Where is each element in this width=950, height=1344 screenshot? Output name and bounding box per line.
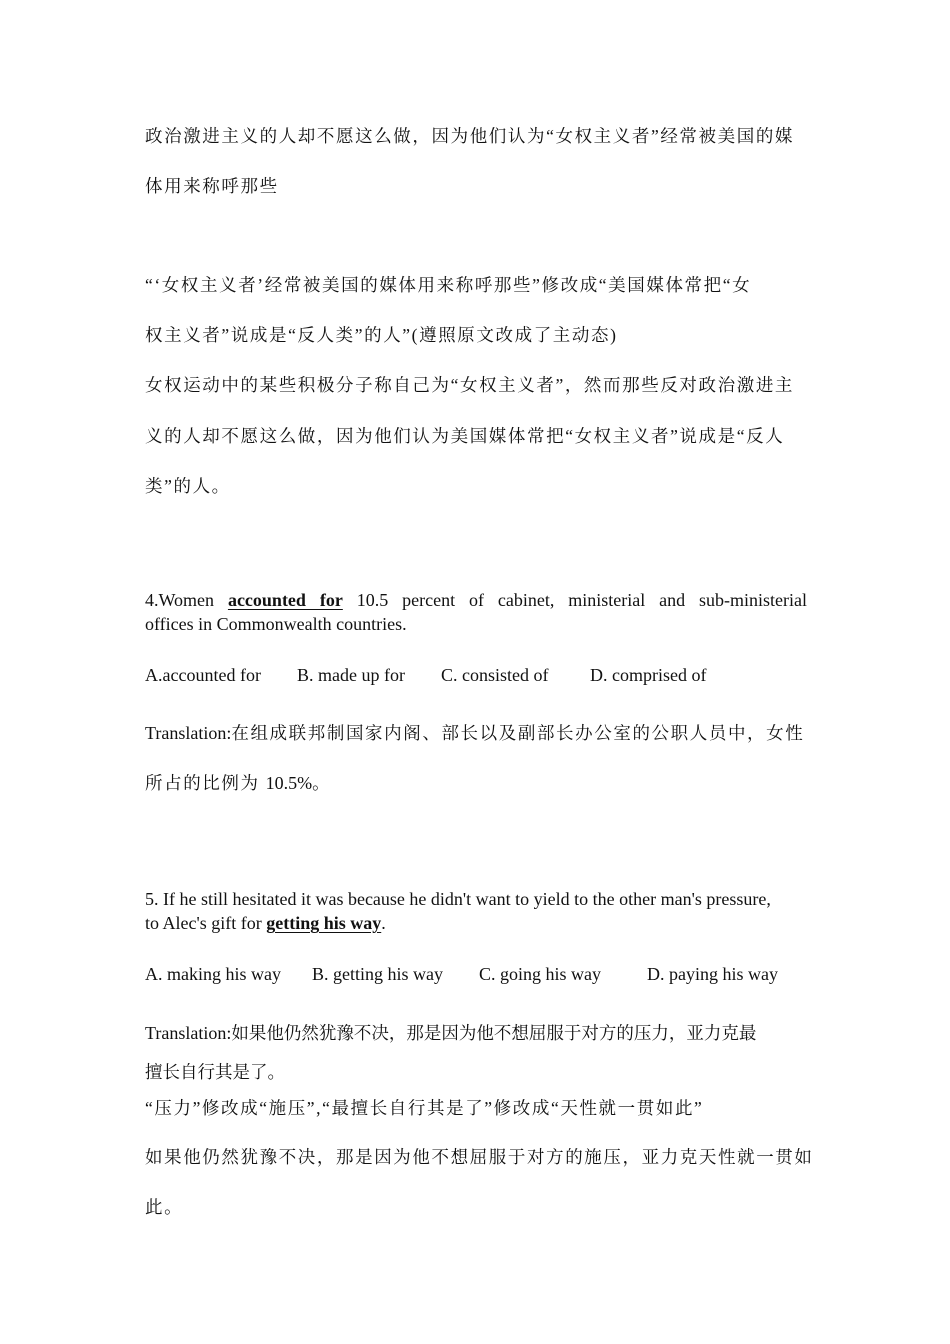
question-5-options <box>145 962 778 986</box>
revised-translation-line: 女权运动中的某些积极分子称自己为“女权主义者”，然而那些反对政治激进主 <box>145 375 795 395</box>
question-4-options <box>145 663 706 687</box>
question-5-translation-line: 擅长自行其是了。 <box>145 1062 285 1082</box>
option-a: A. making his way <box>145 964 281 984</box>
option-d: D. comprised of <box>590 665 707 685</box>
question-5-sentence: 5. If he still hesitated it was because he didn't want to yield to the other man's pressure, <box>145 889 771 909</box>
revision-note-line: “压力”修改成“施压”,“最擅长自行其是了”修改成“天性就一贯如此” <box>145 1098 704 1118</box>
question-4-keyword: accounted for <box>227 590 343 610</box>
revised-translation-line: 如果他仍然犹豫不决，那是因为他不想屈服于对方的施压，亚力克天性就一贯如 <box>145 1147 814 1167</box>
revised-translation-line: 义的人却不愿这么做，因为他们认为美国媒体常把“女权主义者”说成是“反人 <box>145 426 785 446</box>
option-a: A.accounted for <box>145 665 261 685</box>
revised-translation-line: 此。 <box>145 1197 184 1217</box>
revision-note-line: “‘女权主义者’经常被美国的媒体用来称呼那些”修改成“美国媒体常把“女 <box>145 275 752 295</box>
question-4-translation-line: 所占的比例为 10.5%。 <box>145 773 332 793</box>
question-4-translation: Translation:在组成联邦制国家内阁、部长以及副部长办公室的公职人员中，女性 <box>145 723 805 743</box>
question-4-sentence-line: offices in Commonwealth countries. <box>145 614 407 634</box>
question-5-keyword: getting his way <box>266 913 382 933</box>
option-c: C. consisted of <box>441 665 549 685</box>
revised-translation-line: 类”的人。 <box>145 476 231 496</box>
option-b: B. getting his way <box>312 964 443 984</box>
paragraph-line: 政治激进主义的人却不愿这么做，因为他们认为“女权主义者”经常被美国的媒 <box>145 126 795 146</box>
option-c: C. going his way <box>479 964 602 984</box>
revision-note-line: 权主义者”说成是“反人类”的人”(遵照原文改成了主动态) <box>145 325 618 345</box>
option-d: D. paying his way <box>647 964 778 984</box>
option-b: B. made up for <box>297 665 405 685</box>
question-4-sentence: 4.Women accounted for 10.5 percent of cabinet, ministerial and sub-ministerial <box>145 590 807 610</box>
question-5-translation: Translation:如果他仍然犹豫不决，那是因为他不想屈服于对方的压力，亚力克最 <box>145 1023 757 1043</box>
question-5-sentence-line: to Alec's gift for getting his way. <box>145 913 386 933</box>
paragraph-line: 体用来称呼那些 <box>145 176 279 196</box>
